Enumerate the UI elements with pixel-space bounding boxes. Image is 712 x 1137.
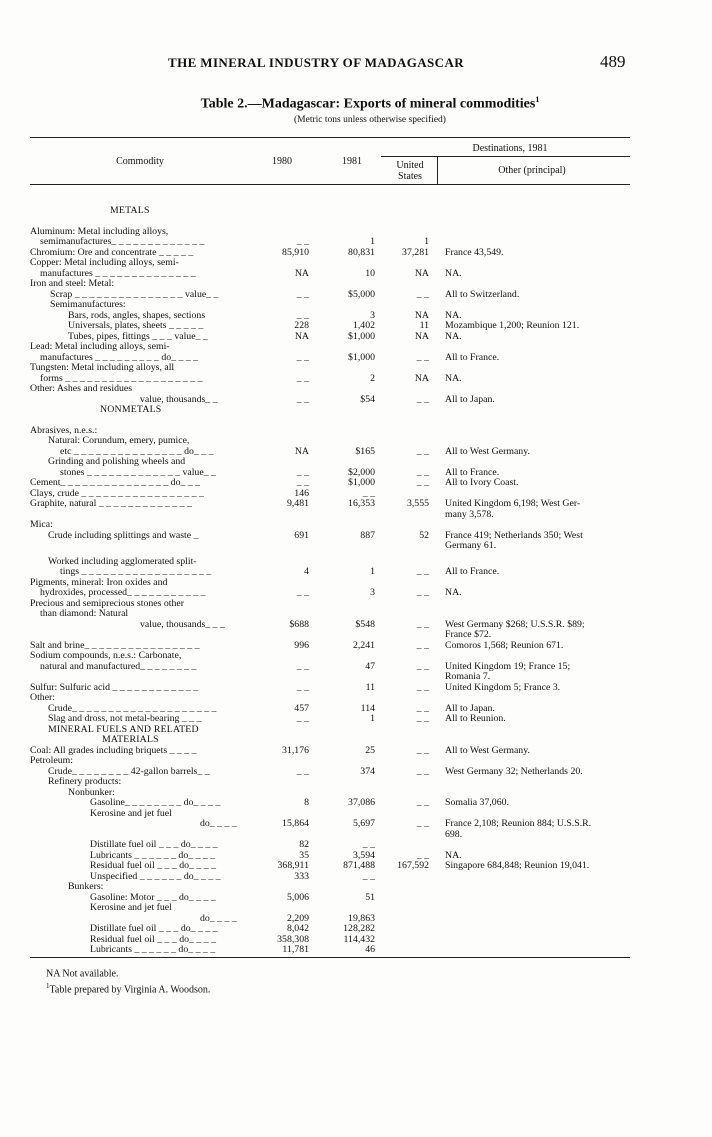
value-1981-cell: 25 — [365, 744, 375, 756]
commodity-cell: Natural: Corundum, emery, pumice, — [48, 435, 190, 446]
value-1980-cell: _ _ — [296, 236, 309, 247]
commodity-cell: Aluminum: Metal including alloys, — [30, 225, 169, 237]
value-1980-cell: NA — [294, 330, 309, 342]
united-states-cell: _ _ — [416, 639, 429, 651]
commodity-cell: Sulfur: Sulfuric acid _ _ _ _ _ _ _ _ _ _ _ _ — [30, 681, 199, 693]
table-row — [30, 861, 630, 872]
commodity-cell: Crude_ _ _ _ _ _ _ _ _ _ _ _ _ _ _ _ _ _ _ _ — [48, 702, 217, 714]
other-destinations-cell: 698. — [445, 828, 463, 840]
value-1980-cell: 691 — [294, 529, 309, 541]
commodity-cell: Clays, crude _ _ _ _ _ _ _ _ _ _ _ _ _ _ _ _ _ — [30, 487, 204, 499]
commodity-cell: Lubricants _ _ _ _ _ _ do_ _ _ _ — [90, 849, 216, 861]
commodity-cell: Bars, rods, angles, shapes, sections — [68, 309, 206, 321]
other-destinations-cell: France 43,549. — [445, 246, 504, 258]
table-row — [30, 746, 630, 757]
section-heading: MINERAL FUELS AND RELATED — [48, 723, 199, 735]
value-1981-cell: _ _ — [362, 487, 375, 499]
value-1981-cell: $2,000 — [348, 466, 375, 478]
commodity-cell: Grinding and polishing wheels and — [48, 456, 186, 467]
commodity-cell: Abrasives, n.e.s.: — [30, 424, 98, 436]
value-1981-cell: 1 — [370, 566, 375, 577]
united-states-cell: 1 — [424, 236, 429, 247]
table-title-footnote-mark: 1 — [535, 95, 540, 104]
other-destinations-cell: United Kingdom 6,198; West Ger- — [445, 498, 581, 509]
other-destinations-cell: Comoros 1,568; Reunion 671. — [445, 639, 564, 651]
value-1981-cell: _ _ — [362, 870, 375, 882]
value-1981-cell: 1 — [370, 713, 375, 724]
value-1980-cell: 8 — [304, 797, 309, 808]
united-states-cell: _ _ — [416, 477, 429, 488]
other-destinations-cell: All to France. — [445, 351, 500, 363]
table-row — [30, 384, 630, 395]
commodity-cell: do_ _ _ _ — [200, 818, 237, 829]
table-title-text: Table 2.—Madagascar: Exports of mineral commodities — [200, 96, 536, 112]
other-destinations-cell: All to Switzerland. — [445, 288, 520, 300]
united-states-cell: 11 — [419, 320, 429, 331]
united-states-cell: 167,592 — [397, 860, 429, 871]
table-row — [30, 363, 630, 374]
commodity-cell: Cement_ _ _ _ _ _ _ _ _ _ _ _ _ _ _ do_ _ _ — [30, 477, 201, 488]
commodity-cell: semimanufactures_ _ _ _ _ _ _ _ _ _ _ _ _ — [40, 236, 205, 247]
value-1980-cell: _ _ — [296, 765, 309, 777]
commodity-cell: Worked including agglomerated split- — [48, 555, 197, 567]
other-destinations-cell: NA. — [445, 309, 462, 321]
running-head — [0, 52, 712, 75]
table-row — [30, 777, 630, 788]
value-1980-cell: 9,481 — [286, 498, 309, 509]
value-1980-cell: 368,911 — [277, 860, 309, 871]
value-1980-cell: 228 — [294, 320, 309, 331]
commodity-cell: Mica: — [30, 519, 53, 530]
value-1981-cell: 46 — [365, 944, 375, 955]
value-1980-cell: 8,042 — [286, 923, 309, 934]
commodity-cell: Other: Ashes and residues — [30, 383, 133, 394]
value-1981-cell: 80,831 — [348, 246, 375, 258]
footnote-text: NA Not available. — [46, 968, 119, 980]
table-row — [30, 872, 630, 883]
value-1981-cell: 19,863 — [348, 912, 375, 924]
united-states-cell: _ _ — [416, 587, 429, 598]
commodity-cell: Petroleum: — [30, 755, 73, 766]
other-destinations-cell: France $72. — [445, 629, 492, 640]
table-row — [30, 520, 630, 531]
commodity-cell: Gasoline_ _ _ _ _ _ _ _ do_ _ _ _ — [90, 797, 221, 808]
value-1980-cell: _ _ — [296, 393, 309, 405]
commodity-cell: Kerosine and jet fuel — [90, 807, 172, 819]
header-bottom-rule — [30, 184, 630, 185]
commodity-cell: Scrap _ _ _ _ _ _ _ _ _ _ _ _ _ _ _ value_ _ — [50, 288, 219, 300]
section-heading: MATERIALS — [102, 734, 159, 745]
col-header-1981: 1981 — [342, 156, 362, 167]
commodity-cell: tings _ _ _ _ _ _ _ _ _ _ _ _ _ _ _ _ _ _ — [60, 566, 212, 577]
commodity-cell: Pigments, mineral: Iron oxides and — [30, 576, 168, 588]
united-states-cell: _ _ — [416, 445, 429, 457]
commodity-cell: Salt and brine_ _ _ _ _ _ _ _ _ _ _ _ _ _ _ _ — [30, 639, 200, 651]
commodity-cell: Precious and semiprecious stones other — [30, 597, 184, 609]
table-row — [30, 651, 630, 662]
table-row — [30, 499, 630, 510]
footnote — [46, 964, 210, 980]
col-header-commodity: Commodity — [116, 156, 164, 167]
value-1980-cell: _ _ — [296, 713, 309, 724]
value-1981-cell: 871,488 — [343, 860, 375, 871]
table-title — [0, 95, 712, 113]
value-1980-cell: _ _ — [296, 477, 309, 488]
value-1981-cell: $1,000 — [348, 330, 375, 342]
commodity-cell: Iron and steel: Metal: — [30, 278, 115, 289]
value-1981-cell: 374 — [360, 765, 375, 777]
value-1981-cell: $165 — [355, 445, 375, 457]
value-1980-cell: _ _ — [296, 466, 309, 478]
united-states-cell: _ _ — [416, 681, 429, 693]
value-1980-cell: 2,209 — [286, 912, 309, 924]
table-row — [30, 269, 630, 280]
section-heading: NONMETALS — [100, 404, 162, 415]
us-column-divider — [437, 157, 438, 184]
other-destinations-cell: France 419; Netherlands 350; West — [445, 529, 583, 541]
commodity-cell: Residual fuel oil _ _ _ do_ _ _ _ — [90, 860, 216, 871]
value-1981-cell: 2 — [370, 372, 375, 384]
value-1980-cell: 11,781 — [282, 944, 309, 955]
value-1980-cell: NA — [294, 445, 309, 457]
other-destinations-cell: NA. — [445, 587, 462, 598]
table-top-rule — [30, 137, 630, 138]
value-1981-cell: 128,282 — [343, 923, 375, 934]
other-destinations-cell: Somalia 37,060. — [445, 797, 509, 808]
commodity-cell: Graphite, natural _ _ _ _ _ _ _ _ _ _ _ _ _ — [30, 498, 192, 509]
value-1980-cell: 457 — [294, 702, 309, 714]
value-1980-cell: _ _ — [296, 372, 309, 384]
other-destinations-cell: All to West Germany. — [445, 744, 530, 756]
value-1980-cell: 82 — [299, 839, 309, 850]
value-1981-cell: 16,353 — [348, 498, 375, 509]
value-1980-cell: _ _ — [296, 681, 309, 693]
commodity-cell: Universals, plates, sheets _ _ _ _ _ — [68, 320, 204, 331]
value-1981-cell: $1,000 — [348, 351, 375, 363]
united-states-cell: NA — [414, 267, 429, 279]
value-1980-cell: NA — [294, 267, 309, 279]
commodity-cell: Crude including splittings and waste _ — [48, 529, 199, 541]
table-row — [30, 478, 630, 489]
table-row — [30, 756, 630, 767]
commodity-cell: Bunkers: — [68, 881, 104, 892]
united-states-cell: NA — [414, 372, 429, 384]
commodity-cell: forms _ _ _ _ _ _ _ _ _ _ _ _ _ _ _ _ _ _ _ — [40, 372, 203, 384]
commodity-cell: Sodium compounds, n.e.s.: Carbonate, — [30, 650, 182, 661]
commodity-cell: Crude_ _ _ _ _ _ _ _ 42-gallon barrels_ _ — [48, 765, 210, 777]
value-1981-cell: $548 — [355, 618, 375, 630]
table-row — [30, 798, 630, 809]
value-1981-cell: 887 — [360, 529, 375, 541]
section-heading-row — [30, 405, 630, 416]
other-destinations-cell: West Germany 32; Netherlands 20. — [445, 765, 583, 777]
table-footnotes — [46, 964, 210, 997]
value-1981-cell: _ _ — [362, 839, 375, 850]
table-row — [30, 924, 630, 935]
table-row — [30, 510, 630, 521]
value-1981-cell: $5,000 — [348, 288, 375, 300]
col-header-united-states: United States — [396, 160, 424, 182]
value-1981-cell: 3,594 — [352, 849, 375, 861]
united-states-cell: _ _ — [416, 288, 429, 300]
value-1981-cell: 37,086 — [348, 797, 375, 808]
table-body — [30, 196, 630, 956]
value-1981-cell: 51 — [365, 891, 375, 903]
value-1980-cell: _ _ — [296, 660, 309, 672]
other-destinations-cell: France 2,108; Reunion 884; U.S.S.R. — [445, 818, 592, 829]
commodity-cell: Copper: Metal including alloys, semi- — [30, 257, 179, 268]
table-row — [30, 693, 630, 704]
commodity-cell: value, thousands_ _ _ — [140, 618, 225, 630]
footnote — [46, 980, 210, 996]
value-1980-cell: 358,308 — [277, 933, 309, 945]
commodity-cell: Semimanufactures: — [50, 299, 126, 310]
table-row — [30, 819, 630, 830]
united-states-cell: _ _ — [416, 765, 429, 777]
other-destinations-cell: All to France. — [445, 566, 500, 577]
commodity-cell: stones _ _ _ _ _ _ _ _ _ _ _ _ _ value_ _ — [60, 466, 216, 478]
table-row — [30, 279, 630, 290]
other-destinations-cell: All to France. — [445, 466, 500, 478]
value-1981-cell: 114 — [360, 702, 375, 714]
other-destinations-cell: Romania 7. — [445, 671, 491, 682]
commodity-cell: Residual fuel oil _ _ _ do_ _ _ _ — [90, 933, 216, 945]
commodity-cell: do_ _ _ _ — [200, 912, 237, 924]
value-1980-cell: 4 — [304, 566, 309, 577]
value-1980-cell: 85,910 — [282, 246, 309, 258]
value-1980-cell: 996 — [294, 639, 309, 651]
commodity-cell: Tubes, pipes, fittings _ _ _ value_ _ — [68, 330, 208, 342]
table-row — [30, 588, 630, 599]
commodity-cell: etc _ _ _ _ _ _ _ _ _ _ _ _ _ _ _ do_ _ _ — [60, 445, 214, 457]
commodity-cell: Unspecified _ _ _ _ _ _ do_ _ _ _ — [90, 870, 221, 882]
value-1981-cell: 11 — [365, 681, 375, 693]
other-destinations-cell: Mozambique 1,200; Reunion 121. — [445, 320, 580, 331]
united-states-cell: _ _ — [416, 713, 429, 724]
table-row — [30, 342, 630, 353]
united-states-cell: _ _ — [416, 849, 429, 861]
commodity-cell: Chromium: Ore and concentrate _ _ _ _ _ — [30, 246, 194, 258]
commodity-cell: Distillate fuel oil _ _ _ do_ _ _ _ — [90, 839, 218, 850]
table-row — [30, 903, 630, 914]
united-states-cell: _ _ — [416, 351, 429, 363]
value-1981-cell: 1 — [370, 236, 375, 247]
commodity-cell: Lead: Metal including alloys, semi- — [30, 341, 170, 352]
commodity-cell: Gasoline: Motor _ _ _ do_ _ _ _ — [90, 891, 216, 903]
commodity-cell: natural and manufactured_ _ _ _ _ _ _ _ — [40, 660, 197, 672]
other-destinations-cell: United Kingdom 5; France 3. — [445, 681, 561, 693]
united-states-cell: _ _ — [416, 818, 429, 829]
commodity-cell: Distillate fuel oil _ _ _ do_ _ _ _ — [90, 923, 218, 934]
united-states-cell: 3,555 — [406, 498, 429, 509]
united-states-cell: _ _ — [416, 702, 429, 714]
commodity-cell: manufactures _ _ _ _ _ _ _ _ _ _ _ _ _ _ — [40, 267, 196, 279]
united-states-cell: _ _ — [416, 618, 429, 630]
value-1980-cell: 333 — [294, 870, 309, 882]
value-1980-cell: _ _ — [296, 587, 309, 598]
united-states-cell: 37,281 — [402, 246, 429, 258]
table-row — [30, 840, 630, 851]
united-states-cell: _ _ — [416, 566, 429, 577]
table-row — [30, 300, 630, 311]
other-destinations-cell: All to West Germany. — [445, 445, 530, 457]
page-number: 489 — [600, 52, 626, 71]
commodity-cell: Coal: All grades including briquets _ _ _ _ — [30, 744, 197, 756]
value-1981-cell: 47 — [365, 660, 375, 672]
other-destinations-cell: NA. — [445, 330, 462, 342]
other-destinations-cell: All to Ivory Coast. — [445, 477, 519, 488]
col-header-other: Other (principal) — [498, 165, 566, 176]
commodity-cell: value, thousands_ _ — [140, 393, 218, 405]
value-1981-cell: 1,402 — [352, 320, 375, 331]
commodity-cell: manufactures _ _ _ _ _ _ _ _ _ do_ _ _ _ — [40, 351, 199, 363]
united-states-cell: _ _ — [416, 797, 429, 808]
united-states-cell: NA — [414, 330, 429, 342]
other-destinations-cell: many 3,578. — [445, 508, 494, 520]
united-states-cell: _ _ — [416, 660, 429, 672]
value-1980-cell: 146 — [294, 487, 309, 499]
value-1981-cell: 2,241 — [352, 639, 375, 651]
table-row — [30, 882, 630, 893]
united-states-cell: 52 — [419, 529, 429, 541]
other-destinations-cell: Singapore 684,848; Reunion 19,041. — [445, 860, 590, 871]
value-1981-cell: 114,432 — [343, 933, 375, 945]
section-heading: METALS — [110, 205, 150, 216]
table-row — [30, 672, 630, 683]
table-row — [30, 630, 630, 641]
other-destinations-cell: All to Japan. — [445, 393, 495, 405]
table-bottom-rule — [30, 957, 630, 958]
table-row — [30, 258, 630, 269]
commodity-cell: Other: — [30, 692, 56, 703]
table-row — [30, 567, 630, 578]
footnote-text: Table prepared by Virginia A. Woodson. — [49, 984, 211, 996]
row-spacer — [30, 416, 630, 426]
other-destinations-cell: NA. — [445, 267, 462, 279]
value-1981-cell: 3 — [370, 587, 375, 598]
section-heading-row — [30, 206, 630, 217]
other-destinations-cell: West Germany $268; U.S.S.R. $89; — [445, 618, 585, 630]
united-states-cell: _ _ — [416, 744, 429, 756]
footnote-mark: 1 — [46, 982, 50, 991]
destinations-rule — [381, 156, 630, 157]
other-destinations-cell: United Kingdom 19; France 15; — [445, 660, 571, 672]
table-row — [30, 436, 630, 447]
other-destinations-cell: All to Reunion. — [445, 713, 506, 724]
value-1980-cell: _ _ — [296, 351, 309, 363]
value-1981-cell: 10 — [365, 267, 375, 279]
table-row — [30, 609, 630, 620]
value-1981-cell: 3 — [370, 309, 375, 321]
value-1980-cell: _ _ — [296, 288, 309, 300]
united-states-cell: _ _ — [416, 466, 429, 478]
united-states-cell: NA — [414, 309, 429, 321]
commodity-cell: than diamond: Natural — [40, 608, 129, 619]
col-header-1980: 1980 — [272, 156, 292, 167]
section-heading-row — [30, 735, 630, 746]
table-row — [30, 714, 630, 725]
table-row — [30, 662, 630, 673]
commodity-cell: Lubricants _ _ _ _ _ _ do_ _ _ _ — [90, 944, 216, 955]
value-1980-cell: 15,864 — [282, 818, 309, 829]
united-states-cell: _ _ — [416, 393, 429, 405]
table-row — [30, 945, 630, 956]
value-1980-cell: $688 — [289, 618, 309, 630]
other-destinations-cell: NA. — [445, 849, 462, 861]
table-row — [30, 531, 630, 542]
other-destinations-cell: All to Japan. — [445, 702, 495, 714]
table-row — [30, 237, 630, 248]
running-title: THE MINERAL INDUSTRY OF MADAGASCAR — [168, 55, 465, 70]
table-subtitle: (Metric tons unless otherwise specified) — [294, 115, 446, 125]
other-destinations-cell: Germany 61. — [445, 540, 497, 551]
commodity-cell: Refinery products: — [48, 776, 122, 787]
table-row — [30, 541, 630, 552]
value-1981-cell: $54 — [360, 393, 375, 405]
table-row — [30, 457, 630, 468]
commodity-cell: hydroxides, processed_ _ _ _ _ _ _ _ _ _ _ — [40, 587, 206, 598]
value-1981-cell: 5,697 — [352, 818, 375, 829]
value-1981-cell: $1,000 — [348, 477, 375, 488]
row-spacer — [30, 217, 630, 227]
value-1980-cell: 31,176 — [282, 744, 309, 756]
value-1980-cell: 5,006 — [286, 891, 309, 903]
commodity-cell: Nonbunker: — [68, 786, 115, 798]
table-row — [30, 321, 630, 332]
other-destinations-cell: NA. — [445, 372, 462, 384]
table-row — [30, 683, 630, 694]
table-row — [30, 620, 630, 631]
commodity-cell: Kerosine and jet fuel — [90, 902, 172, 913]
commodity-cell: Slag and dross, not metal-bearing _ _ _ — [48, 713, 202, 724]
commodity-cell: Tungsten: Metal including alloys, all — [30, 362, 175, 373]
value-1980-cell: 35 — [299, 849, 309, 861]
col-header-destinations: Destinations, 1981 — [472, 143, 548, 154]
value-1980-cell: _ _ — [296, 309, 309, 321]
